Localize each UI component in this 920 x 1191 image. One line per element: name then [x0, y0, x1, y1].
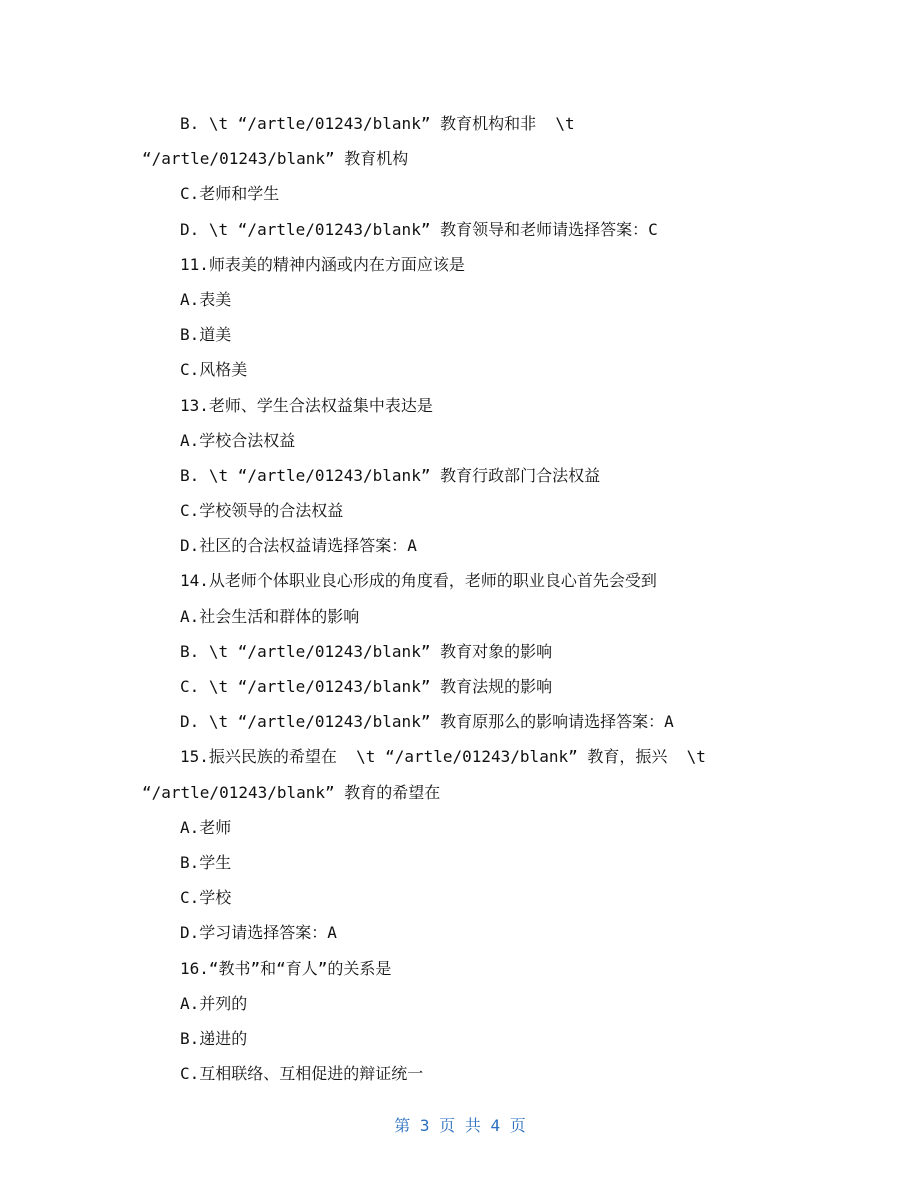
text-line: D. \t “/artle/01243/blank” 教育领导和老师请选择答案：C	[180, 219, 658, 239]
text-line: 16.“教书”和“育人”的关系是	[180, 958, 392, 978]
text-line-continuation: “/artle/01243/blank” 教育的希望在	[142, 782, 441, 802]
text-line: B.递进的	[180, 1028, 248, 1048]
text-line: B.学生	[180, 852, 232, 872]
text-line: C. \t “/artle/01243/blank” 教育法规的影响	[180, 677, 553, 696]
text-line: B. \t “/artle/01243/blank” 教育行政部门合法权益	[180, 465, 601, 485]
text-line: A.并列的	[180, 993, 248, 1013]
text-line: A.老师	[180, 817, 232, 837]
text-line: 15.振兴民族的希望在 \t “/artle/01243/blank” 教育，振兴 \t	[180, 747, 706, 767]
text-line: C.老师和学生	[180, 184, 280, 204]
text-line: B. \t “/artle/01243/blank” 教育机构和非 \t	[180, 114, 575, 133]
text-line: A.学校合法权益	[180, 430, 296, 450]
text-line: C.互相联络、互相促进的辩证统一	[180, 1064, 424, 1084]
text-line: A.表美	[180, 289, 232, 309]
page-number-footer: 第 3 页 共 4 页	[394, 1116, 526, 1135]
text-line: D.学习请选择答案：A	[180, 923, 337, 943]
text-line: 13.老师、学生合法权益集中表达是	[180, 395, 433, 415]
text-line: D. \t “/artle/01243/blank” 教育原那么的影响请选择答案：A	[180, 712, 674, 732]
text-line: B.道美	[180, 325, 232, 345]
text-line: D.社区的合法权益请选择答案：A	[180, 536, 417, 556]
text-line: C.学校领导的合法权益	[180, 501, 344, 521]
text-line: C.风格美	[180, 360, 248, 380]
text-line: C.学校	[180, 888, 232, 908]
document-body	[0, 106, 920, 1091]
text-line: 11.师表美的精神内涵或内在方面应该是	[180, 254, 465, 274]
text-line-continuation: “/artle/01243/blank” 教育机构	[142, 149, 409, 169]
text-line: A.社会生活和群体的影响	[180, 606, 360, 626]
text-line: B. \t “/artle/01243/blank” 教育对象的影响	[180, 641, 553, 661]
text-line: 14.从老师个体职业良心形成的角度看，老师的职业良心首先会受到	[180, 571, 657, 591]
